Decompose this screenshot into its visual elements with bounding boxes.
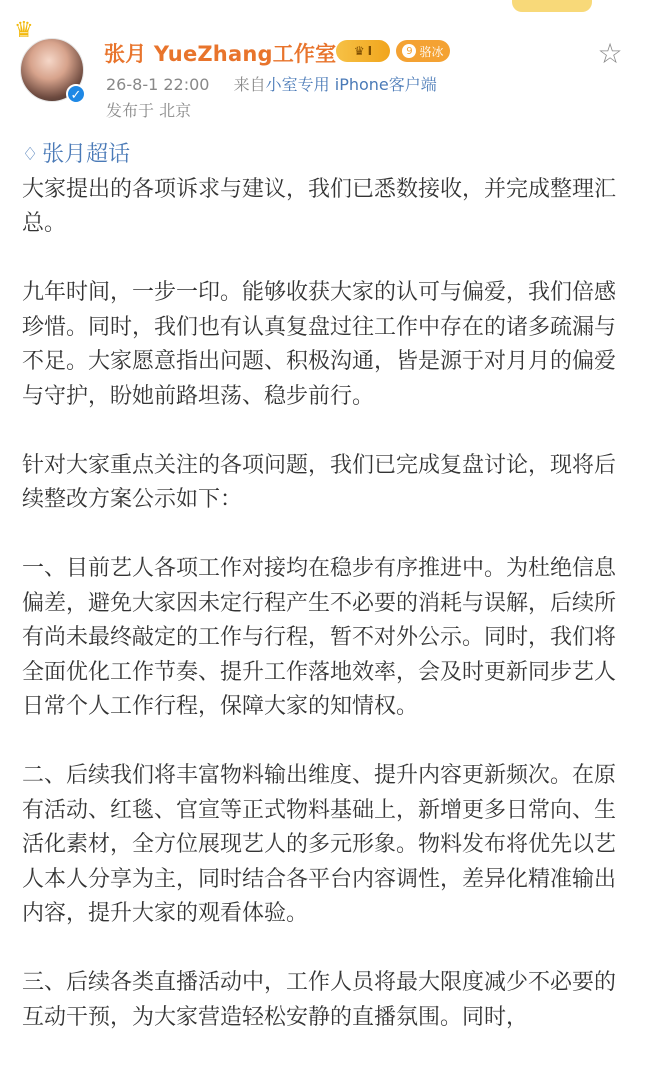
fan-badge-level: 9 — [402, 44, 416, 58]
crown-icon: ♛ — [14, 18, 34, 43]
diamond-topic-icon: ♢ — [22, 144, 39, 165]
post-location: 发布于 北京 — [106, 101, 192, 120]
post-header — [0, 0, 645, 130]
verified-check-icon: ✓ — [66, 84, 86, 104]
fan-badge[interactable] — [396, 40, 450, 62]
paragraph-6: 三、后续各类直播活动中，工作人员将最大限度减少不必要的互动干预，为大家营造轻松安静的直播氛围。同时， — [22, 970, 617, 1030]
paragraph-1: 大家提出的各项诉求与建议，我们已悉数接收，并完成整理汇总。 — [22, 176, 617, 236]
topic-link[interactable] — [22, 138, 622, 173]
paragraph-3: 针对大家重点关注的各项问题，我们已完成复盘讨论，现将后续整改方案公示如下： — [22, 452, 617, 512]
post-content — [22, 138, 622, 1035]
paragraph-4: 一、目前艺人各项工作对接均在稳步有序推进中。为杜绝信息偏差，避免大家因未定行程产生不必要的消耗与误解，后续所有尚未最终敲定的工作与行程，暂不对外公示。同时，我们将全面优化工作节奏、提升工作落地效率，会及时更新同步艺人日常个人工作行程，保障大家的知情权。 — [22, 556, 617, 719]
paragraph-5: 二、后续我们将丰富物料输出维度、提升内容更新频次。在原有活动、红毯、官宣等正式物料基础上，新增更多日常向、生活化素材，全方位展现艺人的多元形象。物料发布将优先以艺人本人分享为主，同时结合各平台内容调性，差异化精准输出内容，提升大家的观看体验。 — [22, 763, 617, 926]
star-outline-icon[interactable]: ☆ — [597, 37, 623, 70]
avatar[interactable] — [14, 18, 84, 103]
member-level-text: I — [367, 44, 373, 58]
topic-label: 张月超话 — [42, 142, 131, 167]
paragraph-2: 九年时间，一步一印。能够收获大家的认可与偏爱，我们倍感珍惜。同时，我们也有认真复盘过往工作中存在的诸多疏漏与不足。大家愿意指出问题、积极沟通，皆是源于对月月的偏爱与守护，盼她前路坦荡、稳步前行。 — [22, 280, 617, 409]
source-prefix: 来自 — [233, 75, 266, 94]
crown-small-icon: ♛ — [353, 44, 365, 58]
source-client-link[interactable]: 小室专用 iPhone客户端 — [265, 75, 437, 94]
member-level-badge[interactable] — [336, 40, 390, 62]
fan-badge-label: 骆冰 — [419, 44, 444, 59]
post-timestamp: 26-8-1 22:00 — [106, 75, 210, 94]
post-meta — [106, 72, 437, 95]
account-name[interactable]: 张月 YueZhang工作室 — [104, 42, 337, 66]
